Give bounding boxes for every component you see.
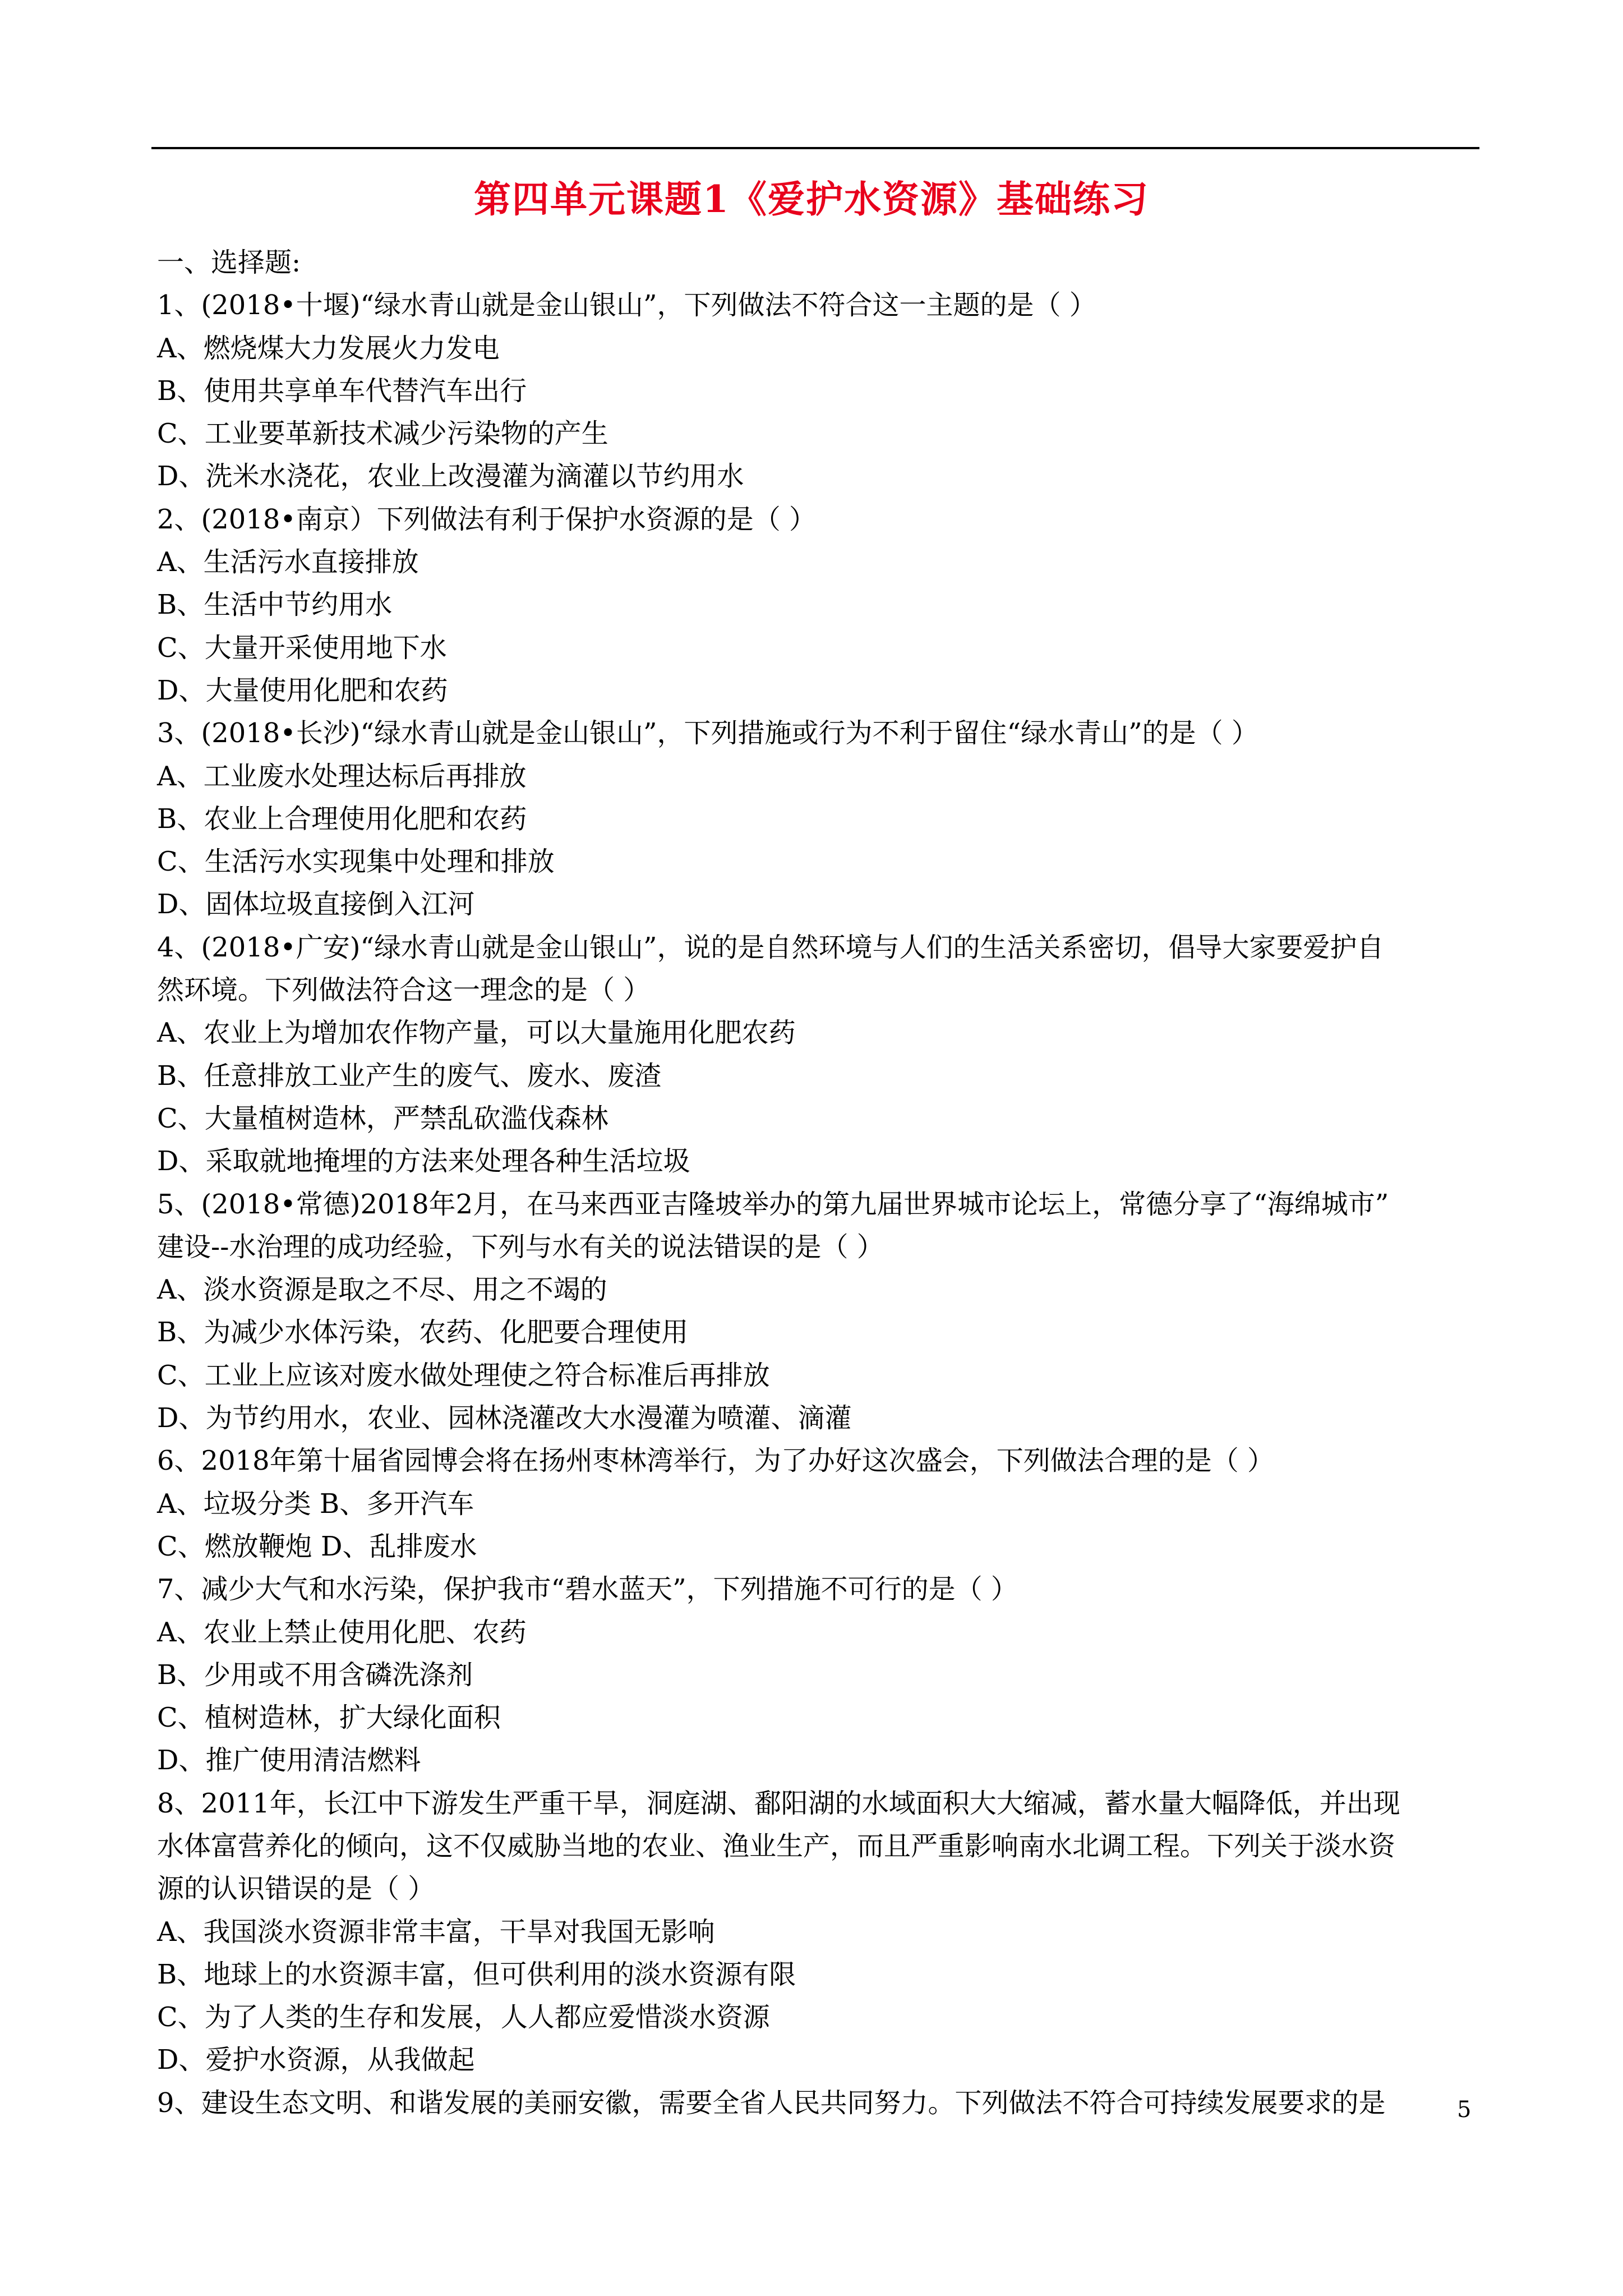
text-line: C、大量植树造林，严禁乱砍滥伐森林 [157, 1102, 608, 1134]
text-line: A、淡水资源是取之不尽、用之不竭的 [157, 1274, 607, 1306]
text-line: D、推广使用清洁燃料 [157, 1745, 421, 1777]
text-line: 3、(2018•长沙)“绿水青山就是金山银山”，下列措施或行为不利于留住“绿水青山”的是（ ） [157, 717, 1258, 749]
text-line: 水体富营养化的倾向，这不仅威胁当地的农业、渔业生产，而且严重影响南水北调工程。下列关于淡水资 [157, 1830, 1396, 1862]
text-line: D、大量使用化肥和农药 [157, 674, 448, 706]
text-line: 7、减少大气和水污染，保护我市“碧水蓝天”，下列措施不可行的是（ ） [157, 1573, 1018, 1605]
text-line: 2、(2018•南京）下列做法有利于保护水资源的是（ ） [157, 503, 816, 535]
text-line: C、工业要革新技术减少污染物的产生 [157, 418, 608, 450]
page-title: 第四单元课题1《爱护水资源》基础练习 [474, 177, 1149, 221]
text-line: A、农业上为增加农作物产量，可以大量施用化肥农药 [157, 1017, 796, 1049]
text-line: A、垃圾分类 B、多开汽车 [157, 1488, 474, 1520]
text-line: B、生活中节约用水 [157, 589, 393, 621]
text-line: D、采取就地掩埋的方法来处理各种生活垃圾 [157, 1145, 690, 1177]
text-line: 6、2018年第十届省园博会将在扬州枣林湾举行，为了办好这次盛会，下列做法合理的是（ ） [157, 1445, 1274, 1477]
text-line: B、使用共享单车代替汽车出行 [157, 375, 527, 407]
text-line: D、爱护水资源，从我做起 [157, 2044, 475, 2076]
page-number: 5 [1457, 2097, 1472, 2123]
text-line: A、农业上禁止使用化肥、农药 [157, 1616, 527, 1648]
text-line: 然环境。下列做法符合这一理念的是（ ） [157, 974, 651, 1006]
text-line: 一、选择题: [157, 247, 301, 278]
text-line: B、农业上合理使用化肥和农药 [157, 803, 527, 835]
text-line: D、洗米水浇花，农业上改漫灌为滴灌以节约用水 [157, 461, 744, 493]
text-line: 9、建设生态文明、和谐发展的美丽安徽，需要全省人民共同努力。下列做法不符合可持续发展要求的是 [157, 2087, 1386, 2119]
text-line: B、为减少水体污染，农药、化肥要合理使用 [157, 1317, 689, 1349]
text-line: 5、(2018•常德)2018年2月，在马来西亚吉隆坡举办的第九届世界城市论坛上，常德分享了“海绵城市” [157, 1188, 1389, 1220]
text-line: D、固体垃圾直接倒入江河 [157, 889, 475, 921]
text-line: C、为了人类的生存和发展，人人都应爱惜淡水资源 [157, 2001, 770, 2033]
exercise-body [157, 241, 1481, 2124]
text-line: B、少用或不用含磷洗涤剂 [157, 1659, 473, 1691]
header-rule [151, 147, 1479, 149]
text-line: D、为节约用水，农业、园林浇灌改大水漫灌为喷灌、滴灌 [157, 1402, 852, 1434]
text-line: 建设--水治理的成功经验，下列与水有关的说法错误的是（ ） [157, 1231, 884, 1263]
text-line: B、任意排放工业产生的废气、废水、废渣 [157, 1060, 662, 1092]
text-line: C、大量开采使用地下水 [157, 632, 447, 664]
text-line: A、工业废水处理达标后再排放 [157, 760, 527, 792]
text-line: C、燃放鞭炮 D、乱排废水 [157, 1530, 477, 1562]
text-line: 4、(2018•广安)“绿水青山就是金山银山”，说的是自然环境与人们的生活关系密切，倡导大家要爱护自 [157, 931, 1384, 963]
text-line: 1、(2018•十堰)“绿水青山就是金山银山”，下列做法不符合这一主题的是（ ） [157, 289, 1096, 321]
text-line: A、生活污水直接排放 [157, 546, 419, 578]
text-line: 8、2011年，长江中下游发生严重干旱，洞庭湖、鄱阳湖的水域面积大大缩减，蓄水量大幅降低，并出现 [157, 1787, 1400, 1819]
text-line: C、生活污水实现集中处理和排放 [157, 846, 555, 878]
text-line: 源的认识错误的是（ ） [157, 1873, 435, 1905]
text-line: C、植树造林，扩大绿化面积 [157, 1702, 501, 1734]
text-line: A、燃烧煤大力发展火力发电 [157, 332, 500, 364]
text-line: B、地球上的水资源丰富，但可供利用的淡水资源有限 [157, 1958, 796, 1990]
text-line: C、工业上应该对废水做处理使之符合标准后再排放 [157, 1359, 770, 1391]
text-line: A、我国淡水资源非常丰富，干旱对我国无影响 [157, 1916, 715, 1948]
